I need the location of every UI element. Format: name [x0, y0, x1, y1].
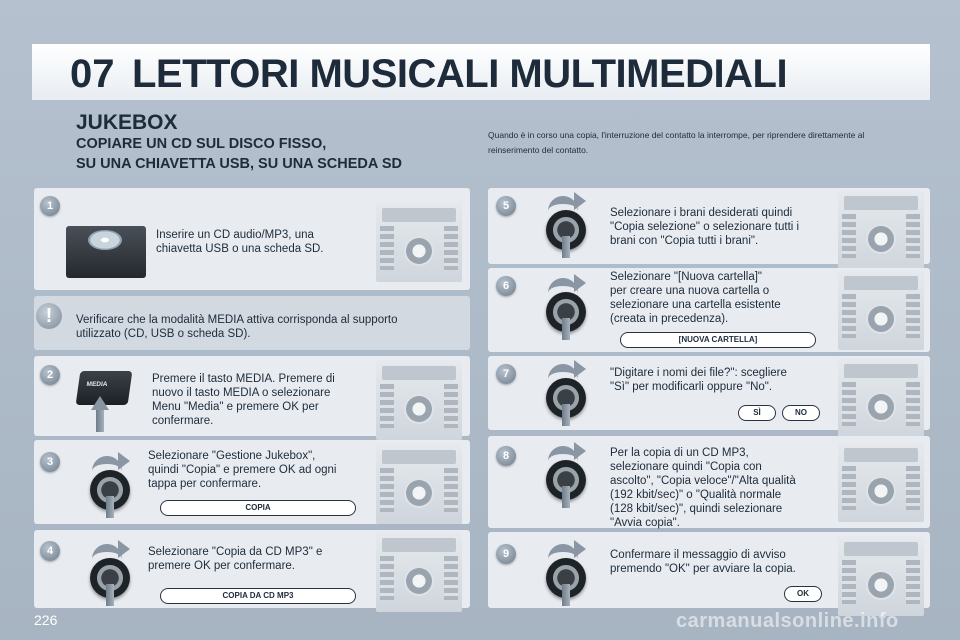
menu-pill-nuova-cartella: [NUOVA CARTELLA] — [620, 332, 816, 348]
step-line: brani con "Copia tutti i brani". — [610, 235, 759, 247]
step-line: Premere il tasto MEDIA. Premere di — [152, 373, 335, 385]
step-line: selezionare quindi "Copia con — [610, 461, 762, 473]
step-line: "Avvia copia". — [610, 517, 680, 529]
step-line: Selezionare "Copia da CD MP3" e — [148, 546, 323, 558]
step-badge-2: 2 — [40, 365, 60, 385]
step-badge-6: 6 — [496, 276, 516, 296]
radio-illustration-5 — [838, 190, 924, 270]
warning-icon: ! — [36, 303, 62, 329]
warning-line: Verificare che la modalità MEDIA attiva corrisponda al supporto — [76, 314, 398, 326]
radio-illustration-3 — [376, 444, 462, 524]
menu-pill-copia: COPIA — [160, 500, 356, 516]
radio-illustration-2 — [376, 360, 462, 440]
up-arrow-icon — [96, 410, 104, 432]
warning-line: utilizzato (CD, USB o scheda SD). — [76, 328, 251, 340]
step-line: Confermare il messaggio di avviso — [610, 549, 786, 561]
step-text-9 — [610, 548, 796, 576]
menu-pill-copia-da-cd: COPIA DA CD MP3 — [160, 588, 356, 604]
step-line: (192 kbit/sec)" o "Qualità normale — [610, 489, 782, 501]
step-text-3 — [148, 449, 336, 491]
radio-illustration-6 — [838, 270, 924, 350]
step-line: Selezionare "Gestione Jukebox", — [148, 450, 316, 462]
chapter-number: 07 — [70, 52, 115, 96]
step-line: Per la copia di un CD MP3, — [610, 447, 749, 459]
step-line: quindi "Copia" e premere OK ad ogni — [148, 464, 337, 476]
step-badge-1: 1 — [40, 196, 60, 216]
press-arrow-icon — [562, 318, 570, 340]
menu-pill-ok: OK — [784, 586, 822, 602]
menu-pill-no: NO — [782, 405, 820, 421]
rotate-arrow-head-icon — [574, 540, 586, 558]
up-arrow-head-icon — [91, 396, 109, 410]
cd-player-illustration — [66, 226, 146, 278]
step-line: "Digitare i nomi dei file?": scegliere — [610, 367, 787, 379]
step-line: Menu "Media" e premere OK per — [152, 401, 319, 413]
cd-disc-icon — [88, 230, 122, 250]
step-line: nuovo il tasto MEDIA o selezionare — [152, 387, 331, 399]
radio-illustration-4 — [376, 532, 462, 612]
rotate-arrow-head-icon — [574, 274, 586, 292]
step-text-6 — [610, 270, 781, 326]
press-arrow-icon — [562, 584, 570, 606]
step-text-8 — [610, 446, 796, 530]
press-arrow-icon — [106, 496, 114, 518]
press-arrow-icon — [106, 584, 114, 606]
step-line: premendo "OK" per avviare la copia. — [610, 563, 796, 575]
step-badge-8: 8 — [496, 446, 516, 466]
step-line: ascolto", "Copia veloce"/"Alta qualità — [610, 475, 796, 487]
radio-illustration-8 — [838, 442, 924, 522]
rotate-arrow-head-icon — [574, 360, 586, 378]
watermark: carmanualsonline.info — [676, 610, 899, 632]
step-text-5 — [610, 206, 799, 248]
info-note: Quando è in corso una copia, l'interruzione del contatto la interrompe, per riprendere direttamente al reinserimento del contatto. — [488, 130, 865, 155]
page-number: 226 — [34, 612, 58, 628]
step-line: Selezionare i brani desiderati quindi — [610, 207, 793, 219]
step-line: "Copia selezione" o selezionare tutti i — [610, 221, 800, 233]
step-badge-9: 9 — [496, 544, 516, 564]
rotate-arrow-head-icon — [118, 452, 130, 470]
press-arrow-icon — [562, 236, 570, 258]
menu-pill-si: SÌ — [738, 405, 776, 421]
radio-illustration-7 — [838, 358, 924, 438]
page-title: LETTORI MUSICALI MULTIMEDIALI — [132, 52, 788, 96]
warning-text — [76, 313, 398, 341]
radio-illustration-9 — [838, 536, 924, 616]
press-arrow-icon — [562, 486, 570, 508]
step-badge-4: 4 — [40, 541, 60, 561]
step-line: per creare una nuova cartella o — [610, 285, 770, 297]
step-text-4 — [148, 545, 322, 573]
step-line: premere OK per confermare. — [148, 560, 296, 572]
media-key-label: MEDIA — [86, 381, 108, 388]
press-arrow-icon — [562, 404, 570, 426]
step-line: Selezionare "[Nuova cartella]" — [610, 271, 762, 283]
step-line: (creata in precedenza). — [610, 313, 729, 325]
step-line: tappa per confermare. — [148, 478, 262, 490]
step-badge-7: 7 — [496, 364, 516, 384]
rotate-arrow-head-icon — [118, 540, 130, 558]
step-line: selezionare una cartella esistente — [610, 299, 781, 311]
rotate-arrow-head-icon — [574, 442, 586, 460]
subtitle-line-1: COPIARE UN CD SUL DISCO FISSO, — [76, 136, 327, 152]
section-title: JUKEBOX — [76, 111, 178, 134]
step-badge-5: 5 — [496, 196, 516, 216]
step-text-7 — [610, 366, 787, 394]
step-line: "Sì" per modificarli oppure "No". — [610, 381, 773, 393]
subtitle-line-2: SU UNA CHIAVETTA USB, SU UNA SCHEDA SD — [76, 156, 402, 172]
step-line: Inserire un CD audio/MP3, una — [156, 229, 314, 241]
step-badge-3: 3 — [40, 452, 60, 472]
step-line: confermare. — [152, 415, 214, 427]
step-text-2 — [152, 372, 335, 428]
step-line: (128 kbit/sec)", quindi selezionare — [610, 503, 783, 515]
section-subtitle — [76, 134, 466, 174]
step-text-1 — [156, 228, 324, 256]
radio-illustration-1 — [376, 202, 462, 282]
rotate-arrow-head-icon — [574, 192, 586, 210]
step-line: chiavetta USB o una scheda SD. — [156, 243, 324, 255]
